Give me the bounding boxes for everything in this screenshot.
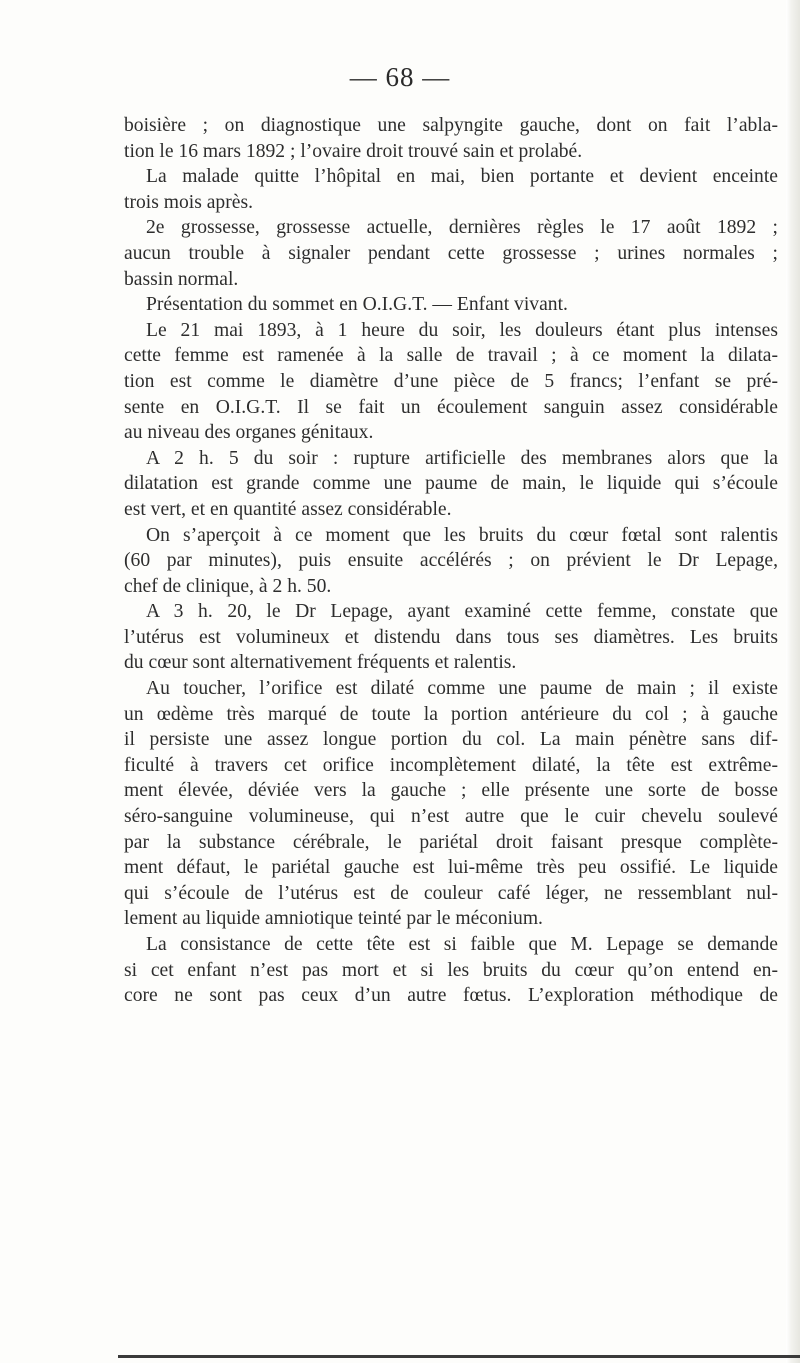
text-line: ment défaut, le pariétal gauche est lui-même très peu ossifié. Le liquide (124, 857, 778, 879)
text-line: qui s’écoule de l’utérus est de couleur café léger, ne ressemblant nul- (124, 882, 778, 904)
body-text (124, 113, 778, 1009)
text-line: (60 par minutes), puis ensuite accélérés ; on prévient le Dr Lepage, (124, 550, 778, 572)
text-line: aucun trouble à signaler pendant cette grossesse ; urines normales ; (124, 242, 778, 264)
text-line: un œdème très marqué de toute la portion antérieure du col ; à gauche (124, 703, 778, 725)
text-line: lement au liquide amniotique teinté par le méconium. (124, 908, 543, 930)
text-line: Le 21 mai 1893, à 1 heure du soir, les douleurs étant plus intenses (146, 319, 778, 341)
text-line: bassin normal. (124, 268, 239, 290)
text-line: A 2 h. 5 du soir : rupture artificielle des membranes alors que la (146, 447, 778, 469)
text-line: au niveau des organes génitaux. (124, 422, 374, 444)
text-line: trois mois après. (124, 191, 253, 213)
text-line: ficulté à travers cet orifice incomplètement dilaté, la tête est extrême- (124, 754, 778, 776)
text-line: tion le 16 mars 1892 ; l’ovaire droit trouvé sain et prolabé. (124, 140, 583, 162)
text-line: chef de clinique, à 2 h. 50. (124, 575, 332, 597)
text-line: On s’aperçoit à ce moment que les bruits du cœur fœtal sont ralentis (146, 524, 778, 546)
text-line: est vert, et en quantité assez considérable. (124, 498, 452, 520)
text-line: du cœur sont alternativement fréquents et ralentis. (124, 652, 517, 674)
text-line: La malade quitte l’hôpital en mai, bien portante et devient enceinte (146, 166, 778, 188)
text-line: Présentation du sommet en O.I.G.T. — Enfant vivant. (146, 294, 568, 316)
text-line: séro-sanguine volumineuse, qui n’est autre que le cuir chevelu soulevé (124, 806, 778, 828)
text-line: boisière ; on diagnostique une salpyngite gauche, dont on fait l’abla- (124, 115, 778, 136)
text-line: par la substance cérébrale, le pariétal droit faisant presque complète- (124, 831, 778, 853)
page-number: — 68 — (349, 62, 451, 92)
text-line: sente en O.I.G.T. Il se fait un écoulement sanguin assez considérable (124, 396, 778, 418)
text-line: il persiste une assez longue portion du col. La main pénètre sans dif- (124, 729, 778, 751)
text-line: tion est comme le diamètre d’une pièce de 5 francs; l’enfant se pré- (124, 370, 778, 392)
text-line: l’utérus est volumineux et distendu dans tous ses diamètres. Les bruits (124, 626, 778, 648)
text-line: La consistance de cette tête est si faible que M. Lepage se demande (146, 934, 778, 955)
text-line: A 3 h. 20, le Dr Lepage, ayant examiné cette femme, constate que (146, 601, 778, 623)
text-line: dilatation est grande comme une paume de main, le liquide qui s’écoule (124, 473, 778, 495)
text-line: ment élevée, déviée vers la gauche ; elle présente une sorte de bosse (124, 780, 778, 802)
text-line: cette femme est ramenée à la salle de travail ; à ce moment la dilata- (124, 345, 778, 367)
bottom-rule (118, 1355, 800, 1358)
text-line: core ne sont pas ceux d’un autre fœtus. L’exploration méthodique de (124, 985, 778, 1007)
text-line: Au toucher, l’orifice est dilaté comme une paume de main ; il existe (146, 678, 778, 700)
page-edge-shadow (786, 0, 800, 1363)
text-line: si cet enfant n’est pas mort et si les bruits du cœur qu’on entend en- (124, 959, 778, 981)
text-line: 2e grossesse, grossesse actuelle, dernières règles le 17 août 1892 ; (146, 217, 778, 239)
